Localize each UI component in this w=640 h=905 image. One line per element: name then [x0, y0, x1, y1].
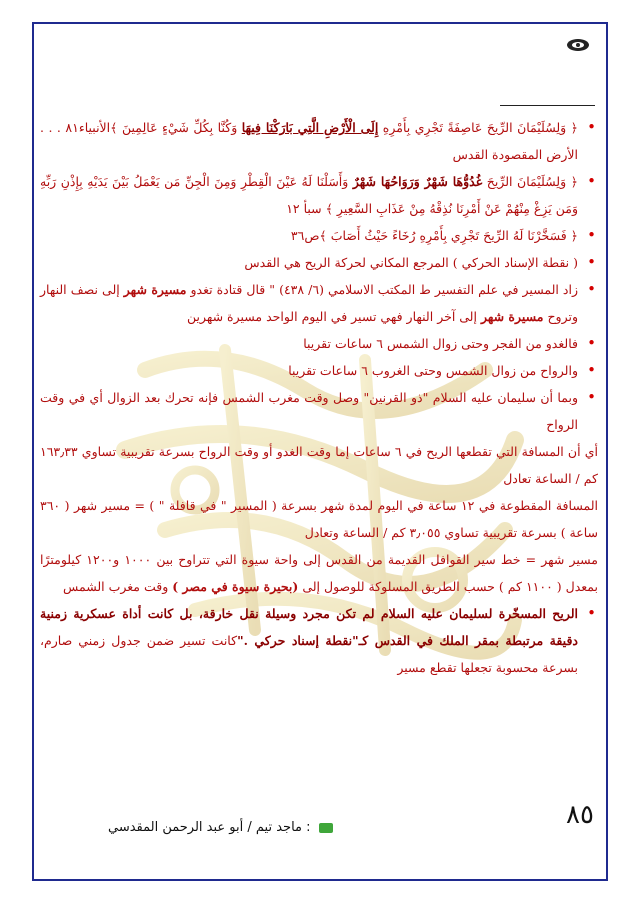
author-line	[108, 820, 333, 835]
paragraph-caravan-distance	[40, 492, 598, 546]
body-text: كانت تسير ضمن جدول زمني صارم، بسرعة محسوبة تجعلها تقطع مسير	[40, 633, 578, 675]
emphasis-text: (بحيرة سيوة في مصر )	[172, 579, 299, 594]
quran-text: ﴿ فَسَخَّرْنَا لَهُ الرِّيحَ تَجْرِي بِأَمْرِهِ رُخَاءً حَيْثُ أَصَابَ ﴾ص٣٦	[290, 228, 578, 243]
author-name: : ماجد تيم / أبو عبد الرحمن المقدسي	[108, 820, 311, 835]
body-text: المسافة المقطوعة في ١٢ ساعة في اليوم لمدة شهر بسرعة ( المسير " في قافلة " ) = مسير شهر ( ٣٦٠ ساعة ) بسرعة تقريبية تساوي ٣٫٠٥٥ كم / الساعة وتعادل	[40, 498, 598, 540]
paragraph-siwa-route	[40, 546, 598, 600]
paragraph-quran-saba	[40, 168, 598, 222]
paragraph-dhul-qarnayn	[40, 384, 598, 438]
body-text: ( نقطة الإسناد الحركي ) المرجع المكاني لحركة الريح هي القدس	[244, 255, 578, 270]
page-number: ٨٥	[566, 800, 594, 830]
emphasis-text: مسيرة شهر	[480, 309, 544, 324]
pen-icon	[319, 823, 333, 833]
quran-emphasis: غُدُوُّهَا شَهْرٌ وَرَوَاحُهَا شَهْرٌ	[352, 174, 483, 189]
body-text: زاد المسير في علم التفسير ط المكتب الاسلامي (٦/ ٤٣٨) " قال قتادة تغدو	[186, 282, 578, 297]
quran-reference: وَكُنَّا بِكُلِّ شَيْءٍ عَالِمِينَ ﴾الأنبياء٨١ . . . الأرض المقصودة القدس	[40, 120, 578, 162]
emphasis-text: مسيرة شهر	[123, 282, 187, 297]
quran-text: ﴿ وَلِسُلَيْمَانَ الرِّيحَ	[482, 174, 578, 189]
paragraph-rawah	[40, 357, 598, 384]
paragraph-tafsir	[40, 276, 598, 330]
body-text: إلى نصف النهار وتروح	[40, 282, 578, 324]
body-text: وبما أن سليمان عليه السلام "ذو القرنين" وصل وقت مغرب الشمس فإنه تحرك بعد الزوال أي في وقت الرواح	[40, 390, 578, 432]
body-text: فالغدو من الفجر وحتى زوال الشمس ٦ ساعات تقريبا	[303, 336, 578, 351]
emphasis-text: الريح المسخّرة لسليمان عليه السلام لم تكن مجرد وسيلة نقل خارقة، بل كانت أداة عسكرية زمنية دقيقة مرتبطة بمقر الملك في القدس كـ"نقطة إسناد حركي ."	[40, 606, 578, 648]
quran-text: ﴿ وَلِسُلَيْمَانَ الرِّيحَ عَاصِفَةً تَجْرِي بِأَمْرِهِ	[378, 120, 579, 135]
body-text: أي أن المسافة التي تقطعها الريح في ٦ ساعات إما وقت الغدو أو وقت الرواح بسرعة تقريبية تساوي ١٦٣٫٣٣ كم / الساعة تعادل	[40, 444, 598, 486]
paragraph-conclusion	[40, 600, 598, 681]
document-body	[40, 114, 598, 681]
body-text: وقت مغرب الشمس	[63, 579, 173, 594]
quran-text: وَأَسَلْنَا لَهُ عَيْنَ الْقِطْرِ وَمِنَ الْجِنِّ مَن يَعْمَلُ بَيْنَ يَدَيْهِ بِإِذْنِ رَبِّهِ وَمَن يَزِغْ مِنْهُمْ عَنْ أَمْرِنَا نُذِقْهُ مِنْ عَذَابِ السَّعِيرِ ﴾ سبأ ١٢	[40, 174, 578, 216]
body-text: إلى آخر النهار فهي تسير في اليوم الواحد مسيرة شهرين	[186, 309, 481, 324]
body-text: والرواح من زوال الشمس وحتى الغروب ٦ ساعات تقريبا	[288, 363, 578, 378]
paragraph-distance-speed	[40, 438, 598, 492]
paragraph-quran-anbiya	[40, 114, 598, 168]
header-rule	[500, 105, 595, 106]
quran-emphasis: إِلَى الْأَرْضِ الَّتِي بَارَكْنَا فِيهَا	[241, 120, 379, 135]
eye-logo-icon	[566, 38, 590, 52]
paragraph-quran-sad	[40, 222, 598, 249]
body-text: مسير شهر = خط سير القوافل القديمة من القدس إلى واحة سيوة التي تتراوح بين ١٠٠٠ و١٢٠٠ كيلومترًا بمعدل ( ١١٠٠ كم ) حسب الطريق المسلوكة للوصول إلى	[40, 552, 599, 594]
paragraph-anchor-point	[40, 249, 598, 276]
paragraph-ghodow	[40, 330, 598, 357]
